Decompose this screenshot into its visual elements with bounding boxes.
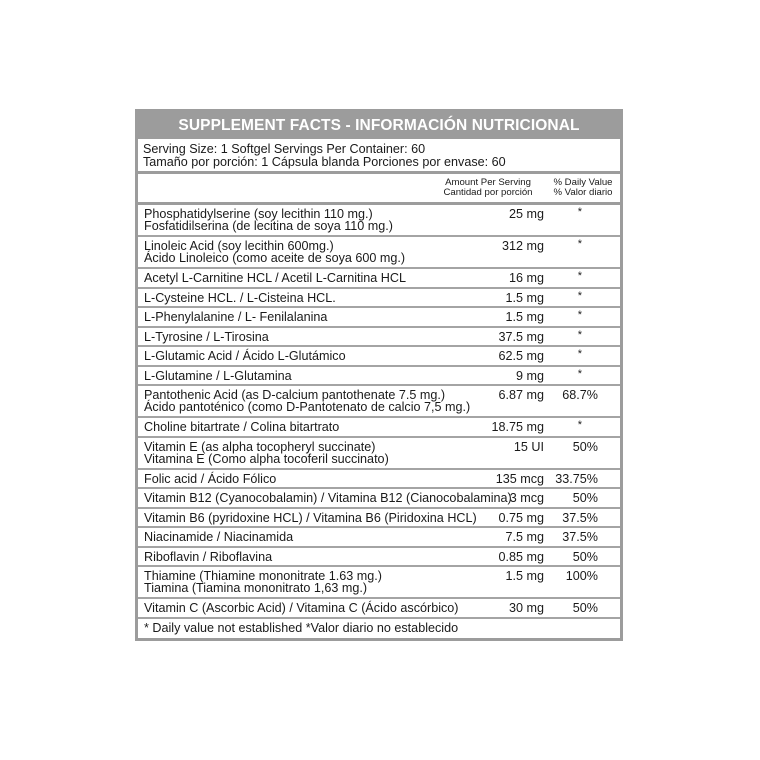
nutrient-name <box>138 418 620 436</box>
amount-header-es: Cantidad por porción <box>443 187 533 198</box>
nutrient-name-en: Phosphatidylserine (soy lecithin 110 mg.) <box>144 207 373 221</box>
table-row <box>138 269 620 289</box>
table-row <box>138 289 620 309</box>
table-row <box>138 599 620 619</box>
table-row <box>138 548 620 568</box>
amount-per-serving: 6.87 mg <box>498 388 544 402</box>
nutrient-name <box>138 289 620 307</box>
amount-column-header <box>438 178 538 198</box>
amount-per-serving: 312 mg <box>501 239 544 253</box>
table-row <box>138 418 620 438</box>
nutrient-name-en: L-Phenylalanine / L- Fenilalanina <box>144 310 328 324</box>
daily-value-column-header <box>543 178 623 198</box>
table-row <box>138 237 620 269</box>
column-headers <box>138 174 620 205</box>
nutrient-name <box>138 347 620 365</box>
amount-per-serving: 1.5 mg <box>505 290 544 305</box>
nutrient-name <box>138 269 620 287</box>
amount-per-serving: 62.5 mg <box>498 349 544 363</box>
amount-per-serving: 15 UI <box>513 439 544 454</box>
daily-value: * <box>577 328 582 341</box>
nutrient-name <box>138 567 620 597</box>
table-row <box>138 205 620 237</box>
daily-value: 68.7% <box>562 388 598 402</box>
serving-info <box>138 139 620 174</box>
nutrient-name-en: Choline bitartrate / Colina bitartrato <box>144 420 340 434</box>
nutrient-table <box>138 205 620 619</box>
nutrient-name <box>138 438 620 468</box>
table-row <box>138 528 620 548</box>
nutrient-name-en: Linoleic Acid (soy lecithin 600mg.) <box>144 239 334 253</box>
nutrient-name-en: L-Glutamic Acid / Ácido L-Glutámico <box>144 349 346 363</box>
nutrient-name-en: Acetyl L-Carnitine HCL / Acetil L-Carnitina HCL <box>144 271 407 285</box>
dv-header-en: % Daily Value <box>553 177 613 188</box>
amount-per-serving: 1.5 mg <box>505 569 544 583</box>
daily-value: * <box>577 238 582 250</box>
nutrient-name-en: Riboflavin / Riboflavina <box>144 549 273 564</box>
nutrient-name-en: Vitamin B6 (pyridoxine HCL) / Vitamina B6 (Piridoxina HCL) <box>144 510 477 525</box>
panel-title: SUPPLEMENT FACTS - INFORMACIÓN NUTRICIONAL <box>138 112 620 139</box>
nutrient-name <box>138 599 620 617</box>
serving-info-es: Tamaño por porción: 1 Cápsula blanda Porciones por envase: 60 <box>143 154 506 169</box>
daily-value: 50% <box>572 601 598 615</box>
nutrient-name <box>138 470 620 488</box>
amount-per-serving: 0.85 mg <box>498 549 544 564</box>
table-row <box>138 470 620 490</box>
nutrient-name-es: Fosfatidilserina (de lecitina de soya 110 mg.) <box>144 219 393 234</box>
serving-info-en: Serving Size: 1 Softgel Servings Per Container: 60 <box>143 142 426 156</box>
nutrient-name-en: Thiamine (Thiamine mononitrate 1.63 mg.) <box>144 569 382 583</box>
table-row <box>138 386 620 418</box>
nutrient-name-es: Tiamina (Tiamina mononitrato 1,63 mg.) <box>144 581 368 596</box>
daily-value: 37.5% <box>562 530 598 544</box>
daily-value: * <box>577 348 582 360</box>
amount-per-serving: 1.5 mg <box>505 310 544 324</box>
daily-value: * <box>577 270 582 282</box>
table-row <box>138 489 620 509</box>
nutrient-name-en: L-Tyrosine / L-Tirosina <box>144 329 269 344</box>
nutrient-name <box>138 528 620 546</box>
table-row <box>138 509 620 529</box>
nutrient-name-en: Folic acid / Ácido Fólico <box>144 471 277 486</box>
nutrient-name-en: Niacinamide / Niacinamida <box>144 530 294 544</box>
amount-per-serving: 135 mcg <box>495 471 544 486</box>
footnote: * Daily value not established *Valor diario no establecido <box>144 620 459 635</box>
daily-value: * <box>577 309 582 321</box>
table-row <box>138 367 620 387</box>
amount-per-serving: 37.5 mg <box>498 329 544 344</box>
daily-value: 37.5% <box>562 510 598 525</box>
amount-per-serving: 3 mcg <box>509 491 544 505</box>
daily-value: 50% <box>572 439 598 454</box>
daily-value: * <box>577 289 582 302</box>
amount-per-serving: 18.75 mg <box>491 420 544 434</box>
table-row <box>138 347 620 367</box>
supplement-facts-panel <box>135 109 623 641</box>
nutrient-name-en: L-Glutamine / L-Glutamina <box>144 368 292 383</box>
nutrient-name <box>138 386 620 416</box>
nutrient-name-en: Vitamin C (Ascorbic Acid) / Vitamina C (Ácido ascórbico) <box>144 601 459 615</box>
nutrient-name-es: Ácido pantoténico (como D-Pantotenato de calcio 7,5 mg.) <box>144 400 471 415</box>
nutrient-name <box>138 308 620 326</box>
nutrient-name-en: L-Cysteine HCL. / L-Cisteina HCL. <box>144 290 336 305</box>
daily-value: 33.75% <box>555 471 598 486</box>
nutrient-name <box>138 509 620 527</box>
daily-value: * <box>577 419 582 431</box>
nutrient-name <box>138 237 620 267</box>
nutrient-name-es: Ácido Linoleico (como aceite de soya 600 mg.) <box>144 251 406 266</box>
nutrient-name <box>138 205 620 235</box>
amount-per-serving: 9 mg <box>516 368 544 383</box>
nutrient-name-es: Vitamina E (Como alpha tocoferil succinato) <box>144 451 389 466</box>
nutrient-name <box>138 328 620 346</box>
daily-value: * <box>577 367 582 380</box>
table-row <box>138 308 620 328</box>
nutrient-name <box>138 489 620 507</box>
amount-per-serving: 7.5 mg <box>505 530 544 544</box>
amount-header-en: Amount Per Serving <box>445 177 531 188</box>
nutrient-name <box>138 367 620 385</box>
nutrient-name-en: Vitamin B12 (Cyanocobalamin) / Vitamina B12 (Cianocobalamina) <box>144 491 512 505</box>
daily-value: 50% <box>572 549 598 564</box>
nutrient-name-en: Vitamin E (as alpha tocopheryl succinate) <box>144 439 376 454</box>
dv-header-es: % Valor diario <box>553 187 613 198</box>
table-row <box>138 567 620 599</box>
daily-value: * <box>577 206 582 218</box>
amount-per-serving: 16 mg <box>508 271 544 285</box>
nutrient-name <box>138 548 620 566</box>
table-row <box>138 328 620 348</box>
table-row <box>138 438 620 470</box>
amount-per-serving: 30 mg <box>508 601 544 615</box>
amount-per-serving: 0.75 mg <box>498 510 544 525</box>
daily-value: 100% <box>565 569 598 583</box>
amount-per-serving: 25 mg <box>508 207 544 221</box>
daily-value: 50% <box>572 491 598 505</box>
nutrient-name-en: Pantothenic Acid (as D-calcium pantothenate 7.5 mg.) <box>144 388 446 402</box>
